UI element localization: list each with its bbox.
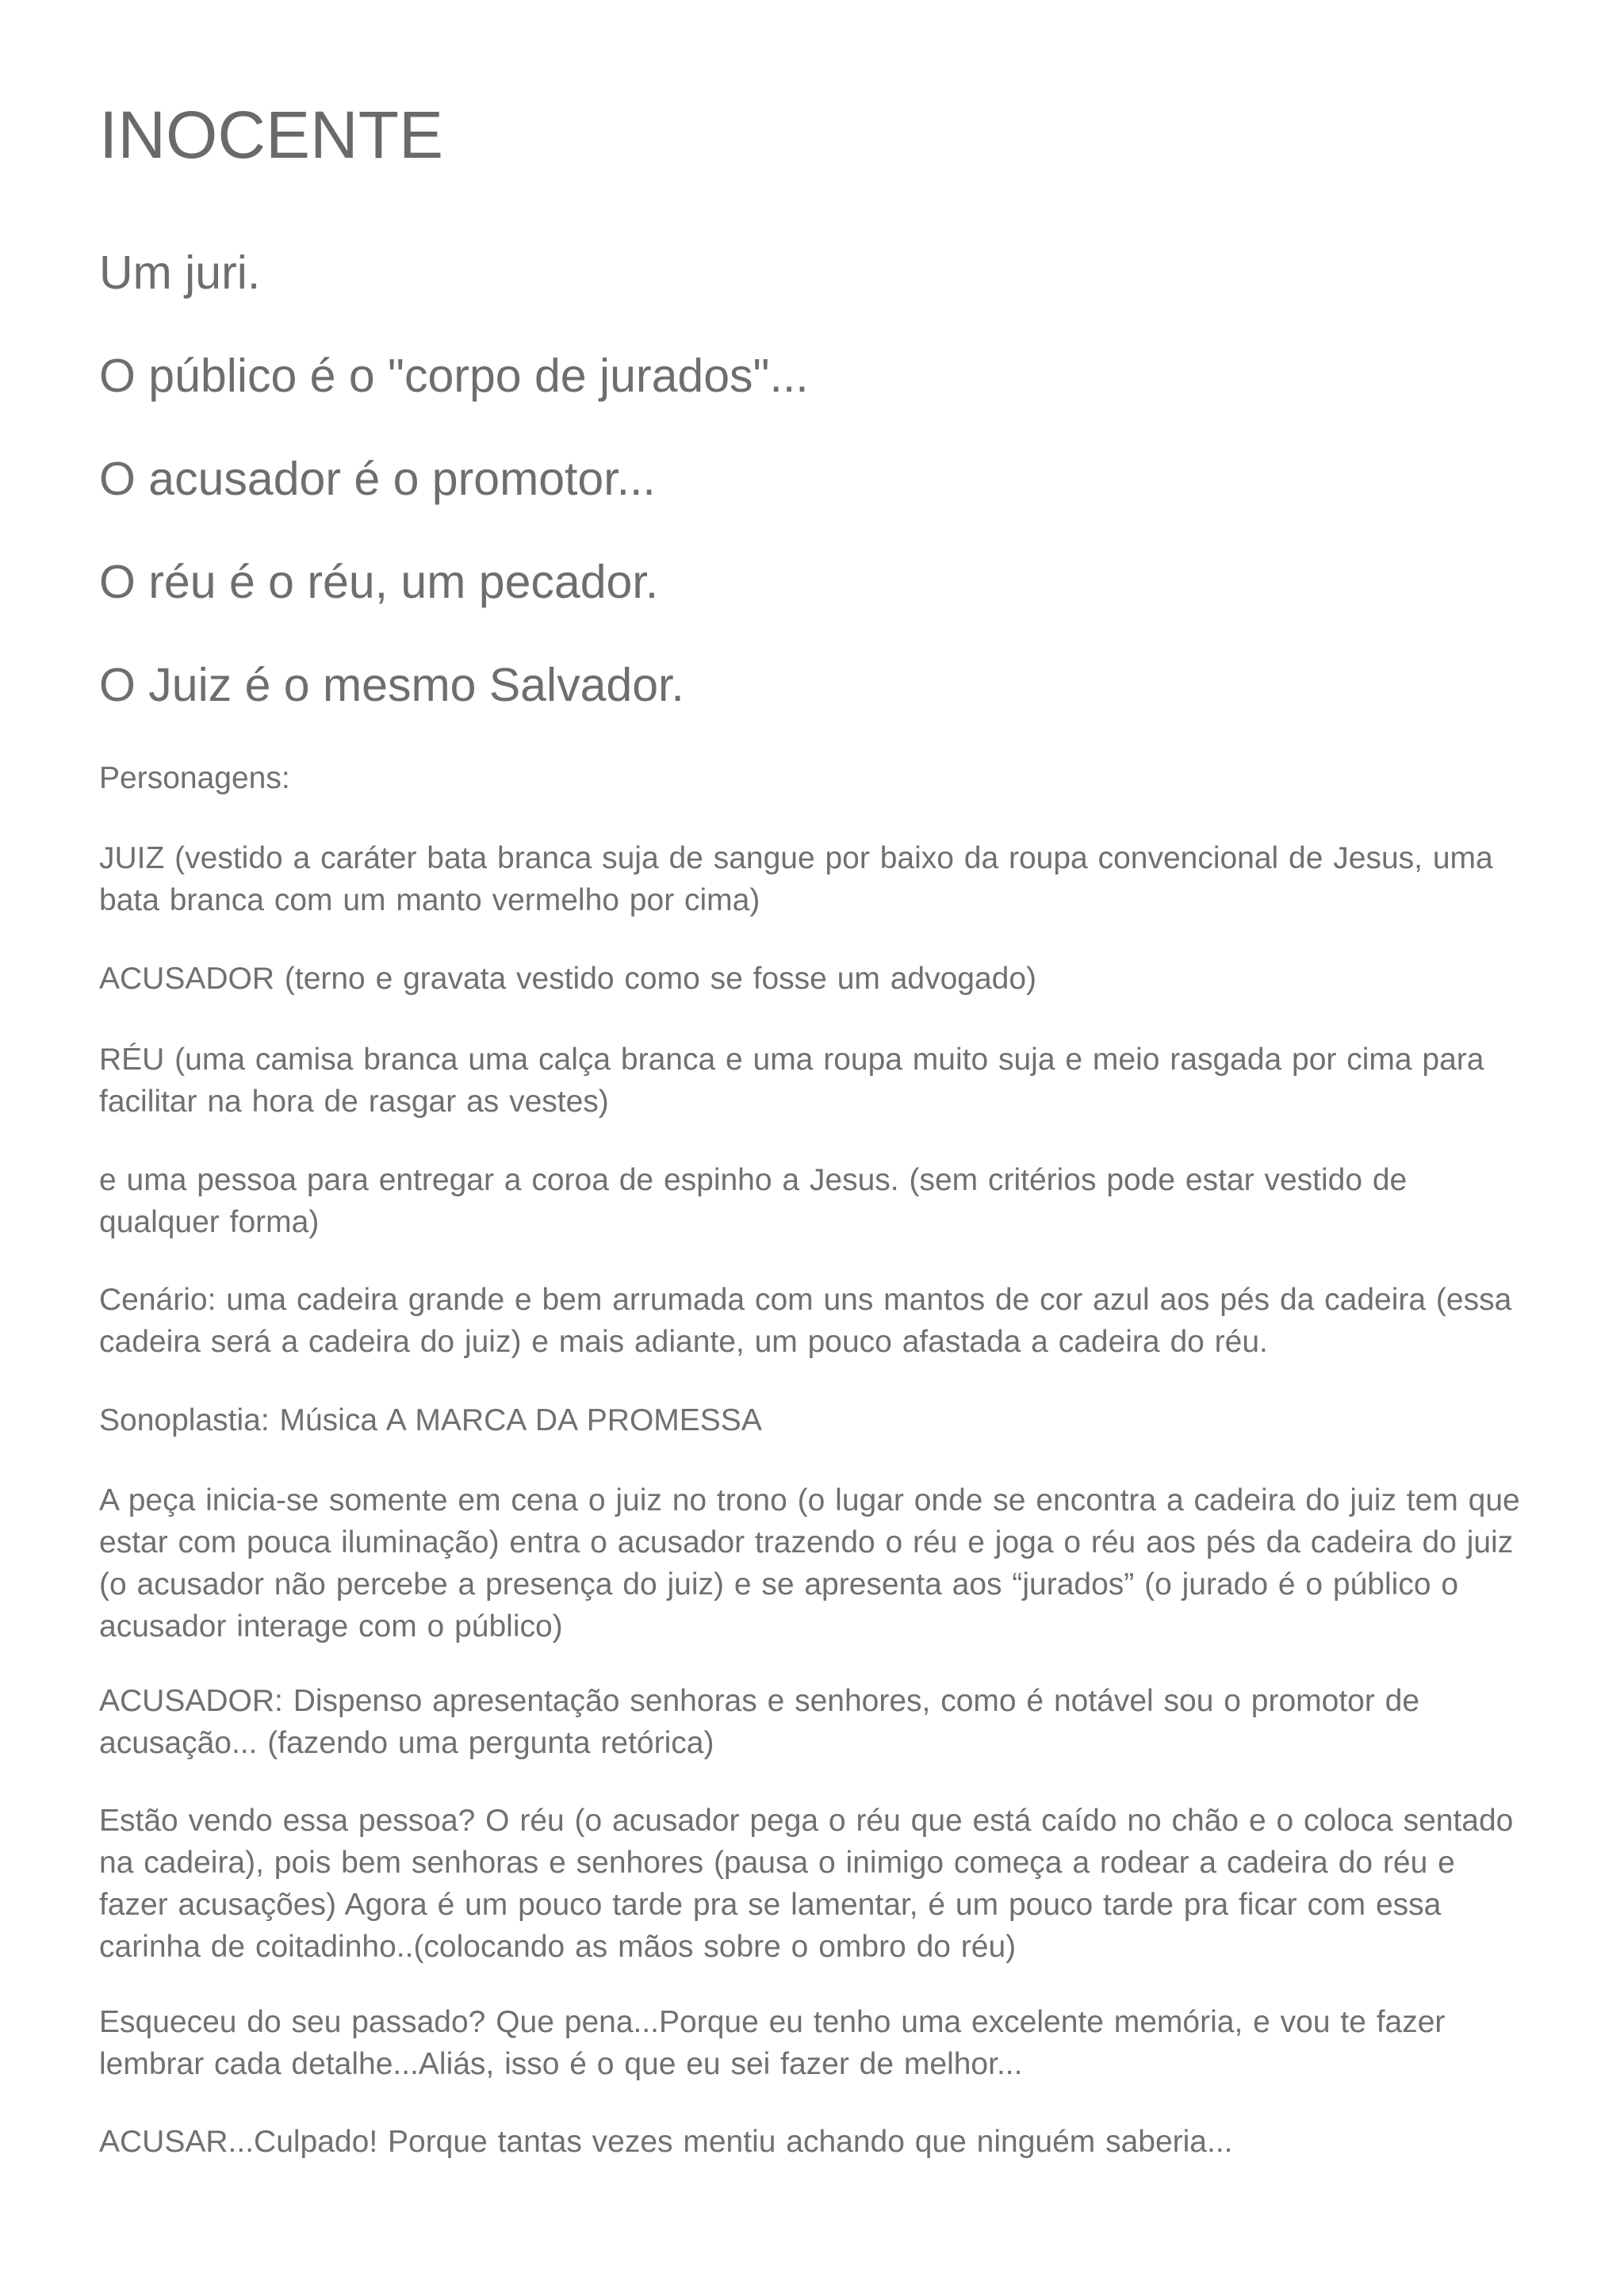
paragraph-seeing-person: Estão vendo essa pessoa? O réu (o acusador pega o réu que está caído no chão e o coloca sentado na cadeira), pois bem senhoras e senhores (pausa o inimigo começa a rodear a cadeira do réu e fazer acusações) Agora é um pouco tarde pra se lamentar, é um pouco tarde pra ficar com essa carinha de coitadinho..(colocando as mãos sobre o ombro do réu) (99, 1804, 1514, 1964)
paragraph-past: Esqueceu do seu passado? Que pena...Porque eu tenho uma excelente memória, e vou te fazer lembrar cada detalhe...Aliás, isso é o que eu sei fazer de melhor... (99, 2005, 1446, 2081)
paragraph-sound: Sonoplastia: Música A MARCA DA PROMESSA (99, 1403, 762, 1437)
paragraph-crown-bearer: e uma pessoa para entregar a coroa de espinho a Jesus. (sem critérios pode estar vestido de qualquer forma) (99, 1163, 1408, 1239)
intro-line-public: O público é o "corpo de jurados"... (99, 350, 809, 402)
paragraph-defendant: RÉU (uma camisa branca uma calça branca e uma roupa muito suja e meio rasgada por cima para facilitar na hora de rasgar as vestes) (99, 1043, 1484, 1119)
paragraph-characters-heading: Personagens: (99, 761, 290, 795)
paragraph-judge: JUIZ (vestido a caráter bata branca suja de sangue por baixo da roupa convencional de Jesus, uma bata branca com um manto vermelho por cima) (99, 841, 1493, 917)
document-title: INOCENTE (99, 98, 444, 172)
paragraph-accuse-guilty: ACUSAR...Culpado! Porque tantas vezes mentiu achando que ninguém saberia... (99, 2125, 1233, 2159)
paragraph-accuser: ACUSADOR (terno e gravata vestido como se fosse um advogado) (99, 962, 1037, 996)
paragraph-opening: A peça inicia-se somente em cena o juiz no trono (o lugar onde se encontra a cadeira do juiz tem que estar com pouca iluminação) entra o acusador trazendo o réu e joga o réu aos pés da cadeira do juiz (o acusador não percebe a presença do juiz) e se apresenta aos “jurados” (o jurado é o público o acusador interage com o público) (99, 1483, 1520, 1644)
paragraph-scenery: Cenário: uma cadeira grande e bem arrumada com uns mantos de cor azul aos pés da cadeira (essa cadeira será a cadeira do juiz) e mais adiante, um pouco afastada a cadeira do réu. (99, 1283, 1512, 1359)
intro-line-judge: O Juiz é o mesmo Salvador. (99, 659, 684, 711)
intro-line-jury: Um juri. (99, 247, 261, 299)
intro-line-defendant: O réu é o réu, um pecador. (99, 556, 659, 608)
intro-line-accuser: O acusador é o promotor... (99, 453, 656, 505)
paragraph-accuser-speech: ACUSADOR: Dispenso apresentação senhoras e senhores, como é notável sou o promotor de acusação... (fazendo uma pergunta retórica) (99, 1684, 1420, 1760)
